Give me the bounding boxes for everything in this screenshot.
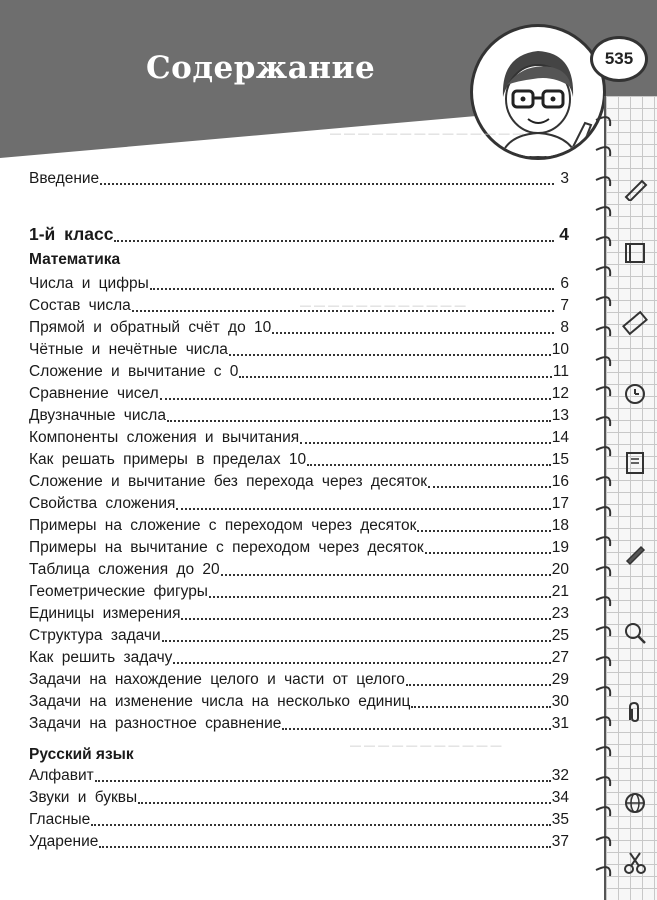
leader-dots — [114, 239, 554, 242]
leader-dots — [181, 617, 550, 620]
pen-icon — [622, 540, 648, 566]
leader-dots — [239, 375, 551, 378]
scissors-icon — [622, 850, 648, 876]
toc-entry[interactable]: Алфавит 32 — [29, 767, 569, 784]
toc-entry[interactable]: Таблица сложения до 20 20 — [29, 561, 569, 578]
toc-entry[interactable]: Задачи на разностное сравнение 31 — [29, 715, 569, 732]
toc-entry[interactable]: Гласные 35 — [29, 811, 569, 828]
toc-entry[interactable]: Задачи на нахождение целого и части от целого 29 — [29, 671, 569, 688]
show-through-text: — — — — — — — — — — — — — — — [330, 128, 524, 140]
leader-dots — [209, 595, 551, 598]
leader-dots — [282, 727, 550, 730]
toc-entry[interactable]: Двузначные числа 13 — [29, 407, 569, 424]
toc-entry[interactable]: Числа и цифры 6 — [29, 275, 569, 292]
toc-entry[interactable]: Сложение и вычитание с 0 11 — [29, 363, 569, 380]
toc-entry[interactable]: Как решить задачу 27 — [29, 649, 569, 666]
toc-entry[interactable]: Звуки и буквы 34 — [29, 789, 569, 806]
leader-dots — [417, 529, 550, 532]
leader-dots — [300, 441, 551, 444]
toc-entry-intro[interactable]: Введение 3 — [29, 170, 569, 187]
globe-icon — [622, 790, 648, 816]
ruler-icon — [622, 310, 648, 336]
leader-dots — [425, 551, 551, 554]
toc-entry[interactable]: Структура задачи 25 — [29, 627, 569, 644]
magnifier-icon — [622, 620, 648, 646]
leader-dots — [95, 779, 551, 782]
toc-entry[interactable]: Примеры на вычитание с переходом через десяток 19 — [29, 539, 569, 556]
leader-dots — [406, 683, 551, 686]
toc-entry-grade-1[interactable]: 1-й класс 4 — [29, 224, 569, 244]
toc-entry[interactable]: Ударение 37 — [29, 833, 569, 850]
section-heading-russian: Русский язык — [29, 746, 134, 763]
page-title: Содержание — [146, 50, 376, 86]
book-icon — [622, 240, 648, 266]
toc-entry[interactable]: Сложение и вычитание без перехода через десяток 16 — [29, 473, 569, 490]
show-through-text: — — — — — — — — — — — — [350, 740, 502, 752]
leader-dots — [162, 639, 551, 642]
leader-dots — [229, 353, 551, 356]
leader-dots — [272, 331, 554, 334]
toc-entry[interactable]: Задачи на изменение числа на несколько единиц 30 — [29, 693, 569, 710]
leader-dots — [167, 419, 551, 422]
toc-entry[interactable]: Сравнение чисел 12 — [29, 385, 569, 402]
toc-entry[interactable]: Свойства сложения 17 — [29, 495, 569, 512]
leader-dots — [100, 182, 554, 185]
leader-dots — [221, 573, 551, 576]
show-through-text: — — — — — — — — — — — — — [300, 300, 466, 312]
leader-dots — [132, 309, 554, 312]
toc-entry[interactable]: Как решать примеры в пределах 10 15 — [29, 451, 569, 468]
leader-dots — [173, 661, 550, 664]
leader-dots — [176, 507, 550, 510]
leader-dots — [138, 801, 551, 804]
notebook-icon — [622, 450, 648, 476]
toc-entry[interactable]: Геометрические фигуры 21 — [29, 583, 569, 600]
pencil-icon — [622, 175, 648, 201]
leader-dots — [91, 823, 550, 826]
leader-dots — [99, 845, 550, 848]
toc-entry[interactable]: Единицы измерения 23 — [29, 605, 569, 622]
section-heading-math: Математика — [29, 251, 121, 268]
alarm-clock-icon — [622, 380, 648, 406]
toc-entry[interactable]: Прямой и обратный счёт до 10 8 — [29, 319, 569, 336]
leader-dots — [150, 287, 554, 290]
leader-dots — [307, 463, 551, 466]
page-number: 535 — [604, 49, 634, 68]
toc-entry[interactable]: Чётные и нечётные числа 10 — [29, 341, 569, 358]
leader-dots — [160, 397, 551, 400]
leader-dots — [428, 485, 551, 488]
leader-dots — [411, 705, 550, 708]
paperclip-icon — [622, 700, 648, 726]
toc-entry[interactable]: Состав числа 7 — [29, 297, 569, 314]
toc-entry[interactable]: Компоненты сложения и вычитания 14 — [29, 429, 569, 446]
toc-entry[interactable]: Примеры на сложение с переходом через десяток 18 — [29, 517, 569, 534]
